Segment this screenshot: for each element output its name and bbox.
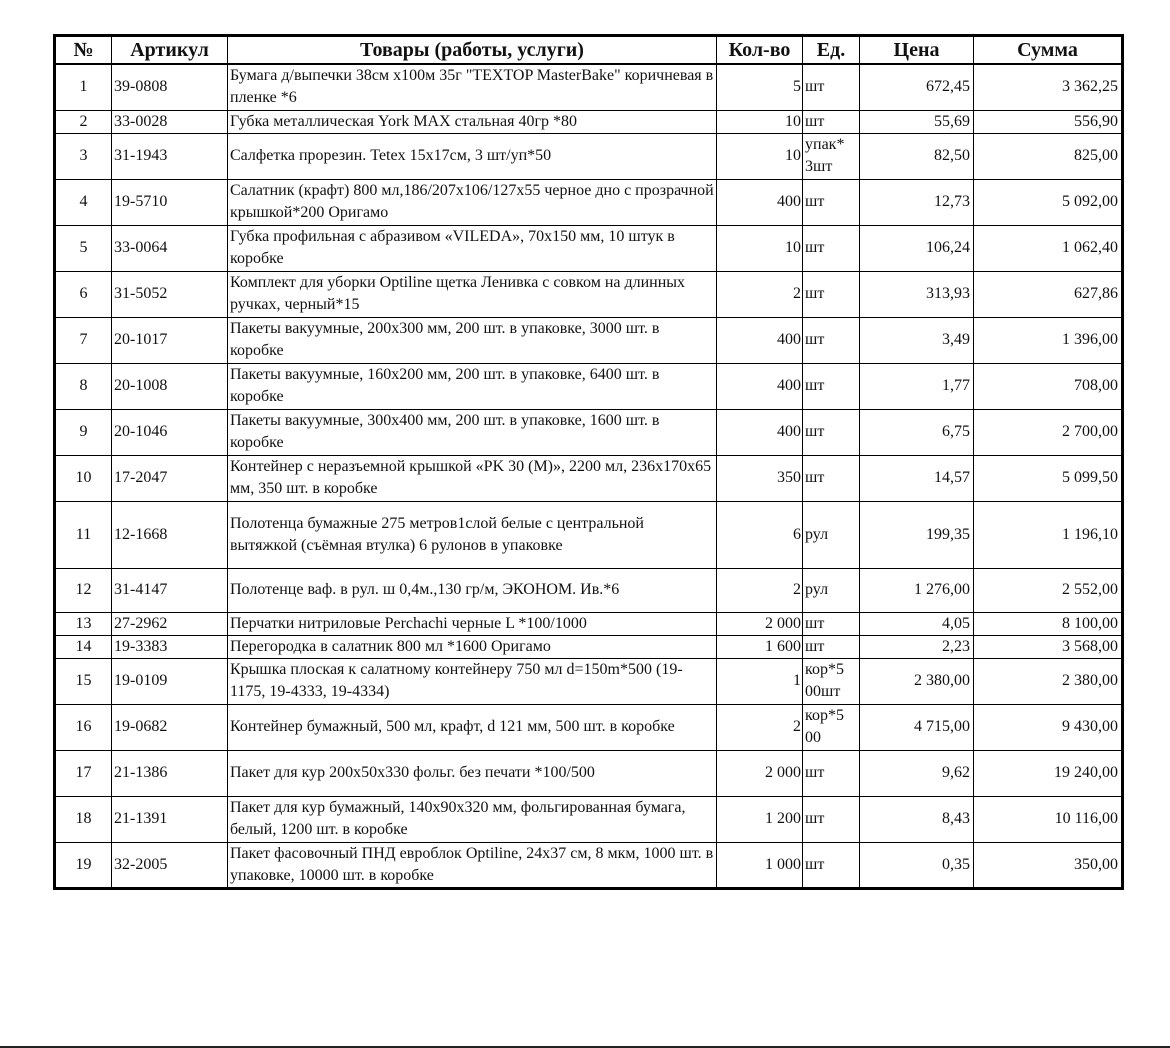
cell-sum: 5 099,50 [974, 455, 1123, 501]
cell-qty: 6 [717, 501, 803, 568]
cell-goods: Губка профильная с абразивом «VILEDA», 70х150 мм, 10 штук в коробке [228, 225, 717, 271]
cell-num: 6 [55, 271, 112, 317]
cell-price: 106,24 [860, 225, 974, 271]
cell-article: 20-1008 [112, 363, 228, 409]
cell-price: 0,35 [860, 842, 974, 888]
table-header-row [55, 36, 1123, 65]
cell-goods: Полотенца бумажные 275 метров1слой белые с центральной вытяжкой (съёмная втулка) 6 рулонов в упаковке [228, 501, 717, 568]
cell-sum: 19 240,00 [974, 750, 1123, 796]
table-row [55, 455, 1123, 501]
cell-num: 12 [55, 568, 112, 612]
header-num: № [55, 36, 112, 65]
cell-num: 8 [55, 363, 112, 409]
table-row [55, 179, 1123, 225]
cell-num: 2 [55, 110, 112, 133]
cell-article: 33-0028 [112, 110, 228, 133]
cell-unit: шт [803, 317, 860, 363]
cell-article: 20-1046 [112, 409, 228, 455]
cell-num: 1 [55, 64, 112, 110]
table-row [55, 317, 1123, 363]
cell-goods: Комплект для уборки Optiline щетка Ленивка с совком на длинных ручках, черный*15 [228, 271, 717, 317]
cell-unit: шт [803, 64, 860, 110]
cell-sum: 5 092,00 [974, 179, 1123, 225]
cell-goods: Салатник (крафт) 800 мл,186/207х106/127х55 черное дно с прозрачной крышкой*200 Оригамо [228, 179, 717, 225]
cell-price: 2 380,00 [860, 658, 974, 704]
cell-qty: 2 000 [717, 612, 803, 635]
header-price: Цена [860, 36, 974, 65]
header-qty: Кол-во [717, 36, 803, 65]
cell-sum: 350,00 [974, 842, 1123, 888]
invoice-items-table [53, 34, 1124, 890]
cell-goods: Контейнер с неразъемной крышкой «PK 30 (M)», 2200 мл, 236х170х65 мм, 350 шт. в коробке [228, 455, 717, 501]
cell-num: 4 [55, 179, 112, 225]
cell-qty: 2 [717, 271, 803, 317]
cell-sum: 1 196,10 [974, 501, 1123, 568]
cell-price: 4 715,00 [860, 704, 974, 750]
table-row [55, 271, 1123, 317]
cell-sum: 825,00 [974, 133, 1123, 179]
cell-price: 3,49 [860, 317, 974, 363]
cell-sum: 3 568,00 [974, 635, 1123, 658]
cell-price: 14,57 [860, 455, 974, 501]
cell-unit: шт [803, 110, 860, 133]
cell-article: 12-1668 [112, 501, 228, 568]
cell-goods: Пакеты вакуумные, 300х400 мм, 200 шт. в упаковке, 1600 шт. в коробке [228, 409, 717, 455]
cell-sum: 556,90 [974, 110, 1123, 133]
cell-unit: шт [803, 455, 860, 501]
cell-article: 31-4147 [112, 568, 228, 612]
cell-qty: 2 000 [717, 750, 803, 796]
cell-sum: 1 062,40 [974, 225, 1123, 271]
cell-article: 27-2962 [112, 612, 228, 635]
cell-article: 21-1386 [112, 750, 228, 796]
cell-sum: 3 362,25 [974, 64, 1123, 110]
cell-num: 17 [55, 750, 112, 796]
cell-qty: 2 [717, 568, 803, 612]
cell-qty: 1 [717, 658, 803, 704]
cell-price: 9,62 [860, 750, 974, 796]
header-sum: Сумма [974, 36, 1123, 65]
cell-unit: рул [803, 568, 860, 612]
cell-sum: 708,00 [974, 363, 1123, 409]
cell-article: 19-3383 [112, 635, 228, 658]
cell-article: 19-5710 [112, 179, 228, 225]
cell-price: 55,69 [860, 110, 974, 133]
cell-goods: Пакеты вакуумные, 160х200 мм, 200 шт. в упаковке, 6400 шт. в коробке [228, 363, 717, 409]
cell-qty: 5 [717, 64, 803, 110]
cell-num: 19 [55, 842, 112, 888]
cell-num: 13 [55, 612, 112, 635]
cell-qty: 400 [717, 409, 803, 455]
cell-goods: Крышка плоская к салатному контейнеру 750 мл d=150m*500 (19-1175, 19-4333, 19-4334) [228, 658, 717, 704]
cell-price: 2,23 [860, 635, 974, 658]
cell-price: 6,75 [860, 409, 974, 455]
cell-goods: Перчатки нитриловые Perchachi черные L *100/1000 [228, 612, 717, 635]
cell-goods: Салфетка прорезин. Tetex 15x17см, 3 шт/уп*50 [228, 133, 717, 179]
cell-price: 12,73 [860, 179, 974, 225]
cell-price: 1,77 [860, 363, 974, 409]
cell-unit: шт [803, 179, 860, 225]
cell-unit: шт [803, 271, 860, 317]
cell-num: 15 [55, 658, 112, 704]
cell-goods: Пакеты вакуумные, 200х300 мм, 200 шт. в упаковке, 3000 шт. в коробке [228, 317, 717, 363]
cell-article: 19-0109 [112, 658, 228, 704]
cell-qty: 1 000 [717, 842, 803, 888]
cell-sum: 10 116,00 [974, 796, 1123, 842]
cell-qty: 400 [717, 317, 803, 363]
cell-qty: 10 [717, 110, 803, 133]
cell-goods: Перегородка в салатник 800 мл *1600 Оригамо [228, 635, 717, 658]
cell-unit: кор*5 00шт [803, 658, 860, 704]
cell-unit: шт [803, 225, 860, 271]
table-row [55, 363, 1123, 409]
cell-article: 20-1017 [112, 317, 228, 363]
cell-unit: кор*5 00 [803, 704, 860, 750]
table-row [55, 635, 1123, 658]
cell-num: 16 [55, 704, 112, 750]
cell-goods: Пакет для кур 200х50х330 фольг. без печати *100/500 [228, 750, 717, 796]
cell-article: 32-2005 [112, 842, 228, 888]
table-row [55, 409, 1123, 455]
cell-unit: шт [803, 842, 860, 888]
cell-qty: 10 [717, 133, 803, 179]
table-row [55, 612, 1123, 635]
cell-qty: 10 [717, 225, 803, 271]
cell-price: 1 276,00 [860, 568, 974, 612]
table-body [55, 64, 1123, 888]
cell-unit: шт [803, 750, 860, 796]
cell-unit: шт [803, 796, 860, 842]
cell-unit: рул [803, 501, 860, 568]
cell-article: 39-0808 [112, 64, 228, 110]
cell-price: 313,93 [860, 271, 974, 317]
cell-sum: 627,86 [974, 271, 1123, 317]
cell-num: 14 [55, 635, 112, 658]
header-unit: Ед. [803, 36, 860, 65]
cell-price: 4,05 [860, 612, 974, 635]
cell-article: 19-0682 [112, 704, 228, 750]
cell-price: 8,43 [860, 796, 974, 842]
cell-num: 18 [55, 796, 112, 842]
cell-num: 5 [55, 225, 112, 271]
table-row [55, 704, 1123, 750]
cell-unit: шт [803, 612, 860, 635]
cell-price: 82,50 [860, 133, 974, 179]
table-row [55, 133, 1123, 179]
header-article: Артикул [112, 36, 228, 65]
cell-article: 33-0064 [112, 225, 228, 271]
cell-qty: 1 200 [717, 796, 803, 842]
cell-num: 3 [55, 133, 112, 179]
cell-unit: шт [803, 409, 860, 455]
cell-unit: упак* 3шт [803, 133, 860, 179]
header-goods: Товары (работы, услуги) [228, 36, 717, 65]
cell-sum: 1 396,00 [974, 317, 1123, 363]
cell-goods: Пакет фасовочный ПНД евроблок Optiline, 24x37 см, 8 мкм, 1000 шт. в упаковке, 10000 шт. в коробке [228, 842, 717, 888]
cell-num: 9 [55, 409, 112, 455]
cell-price: 199,35 [860, 501, 974, 568]
cell-article: 31-5052 [112, 271, 228, 317]
cell-article: 31-1943 [112, 133, 228, 179]
cell-article: 17-2047 [112, 455, 228, 501]
cell-article: 21-1391 [112, 796, 228, 842]
cell-sum: 2 552,00 [974, 568, 1123, 612]
cell-qty: 350 [717, 455, 803, 501]
table-row [55, 225, 1123, 271]
cell-num: 7 [55, 317, 112, 363]
cell-qty: 400 [717, 179, 803, 225]
cell-goods: Полотенце ваф. в рул. ш 0,4м.,130 гр/м, ЭКОНОМ. Ив.*6 [228, 568, 717, 612]
table-row [55, 110, 1123, 133]
cell-sum: 2 700,00 [974, 409, 1123, 455]
cell-unit: шт [803, 635, 860, 658]
cell-price: 672,45 [860, 64, 974, 110]
cell-sum: 2 380,00 [974, 658, 1123, 704]
cell-sum: 8 100,00 [974, 612, 1123, 635]
cell-goods: Губка металлическая York MAX стальная 40гр *80 [228, 110, 717, 133]
cell-qty: 1 600 [717, 635, 803, 658]
cell-qty: 400 [717, 363, 803, 409]
cell-goods: Бумага д/выпечки 38см х100м 35г "TEXTOP MasterBake" коричневая в пленке *6 [228, 64, 717, 110]
cell-goods: Пакет для кур бумажный, 140x90x320 мм, фольгированная бумага, белый, 1200 шт. в коробке [228, 796, 717, 842]
cell-sum: 9 430,00 [974, 704, 1123, 750]
table-row [55, 750, 1123, 796]
table-row [55, 501, 1123, 568]
cell-unit: шт [803, 363, 860, 409]
cell-num: 11 [55, 501, 112, 568]
table-row [55, 842, 1123, 888]
cell-qty: 2 [717, 704, 803, 750]
table-row [55, 64, 1123, 110]
cell-num: 10 [55, 455, 112, 501]
table-row [55, 796, 1123, 842]
cell-goods: Контейнер бумажный, 500 мл, крафт, d 121 мм, 500 шт. в коробке [228, 704, 717, 750]
table-row [55, 568, 1123, 612]
table-row [55, 658, 1123, 704]
